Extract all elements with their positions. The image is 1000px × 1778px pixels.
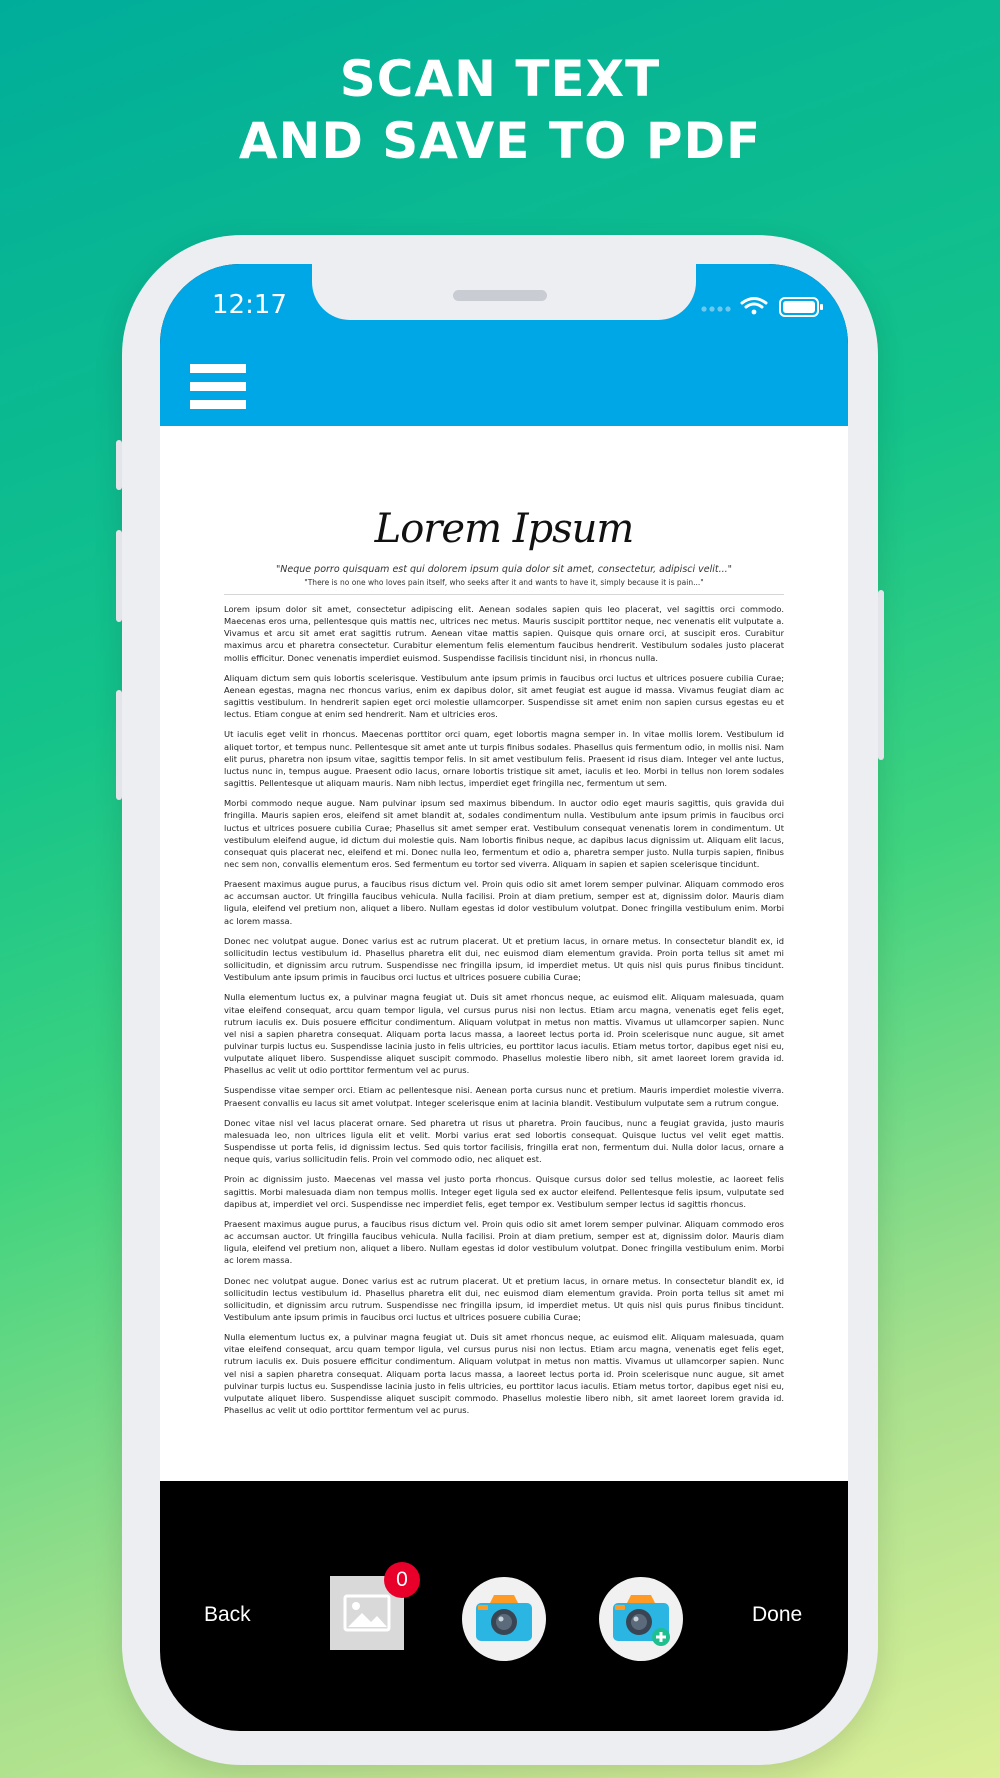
document-paragraph: Lorem ipsum dolor sit amet, consectetur adipiscing elit. Aenean sodales sapien quis leo placerat, vel sagittis orci commodo. Maecenas eros urna, pellentesque quis mattis nec, ultrices nec metus. Mauris suscipit porttitor neque, nec venenatis elit vulputate a. Vivamus et arcu sit amet erat sagittis rutrum. Aenean vitae mattis sapien. Quisque quis ornare orci, at suscipit eros. Curabitur maximus arcu et pharetra consectetur. Curabitur elementum felis elementum faucibus hendrerit. Vestibulum sodales justo placerat mollis efficitur. Donec venenatis imperdiet euismod. Suspendisse facilisis tincidunt nisi, in rhoncus nulla. <box>224 604 784 663</box>
headline-line-1: SCAN TEXT <box>339 50 661 108</box>
document-body <box>224 603 784 1424</box>
document-paragraph: Nulla elementum luctus ex, a pulvinar magna feugiat ut. Duis sit amet rhoncus neque, ac euismod elit. Aliquam malesuada, quam vitae eleifend consequat, arcu quam tempor ligula, vel cursus purus nisi non lectus. Etiam arcu magna, venenatis eget felis eget, rutrum iaculis ex. Duis posuere efficitur condimentum. Aliquam volutpat in metus non mattis. Vivamus ut ullamcorper sapien. Nunc vel nisi a sapien pharetra consequat. Aliquam porta lacus massa, a laoreet lectus porta id. Proin scelerisque nunc augue, sit amet pulvinar turpis luctus eu. Suspendisse lacinia justo in felis ultricies, eu porttitor lacus iaculis. Etiam metus tortor, dapibus eget nisi eu, vulputate aliquet libero. Suspendisse aliquet suscipit commodo. Phasellus molestie libero nibh, sit amet laoreet lorem gravida id. Phasellus ac velit ut odio porttitor fermentum vel ac purus. <box>224 1332 784 1416</box>
phone-screen <box>160 264 848 1731</box>
document-title: Lorem Ipsum <box>374 506 634 552</box>
document-paragraph: Donec nec volutpat augue. Donec varius est ac rutrum placerat. Ut et pretium lacus, in ornare metus. In consectetur blandit ex, id sollicitudin lectus vestibulum id. Phasellus pharetra elit dui, nec euismod diam elementum gravida. Proin porta tellus sit amet mi sollicitudin, et dignissim arcu rutrum. Suspendisse nec fringilla ipsum, id imperdiet metus. Ut quis nisl quis purus finibus tincidunt. Vestibulum ante ipsum primis in faucibus orci luctus et ultrices posuere cubilia Curae; <box>224 935 784 983</box>
phone-side-button <box>116 690 122 800</box>
status-icons <box>700 294 830 318</box>
document-paragraph: Ut iaculis eget velit in rhoncus. Maecenas porttitor orci quam, eget lobortis magna semper in. In vitae mollis lorem. Vestibulum id aliquet tortor, et tempus nunc. Pellentesque sit amet ante ut turpis finibus sodales. Phasellus quis fermentum odio, in mollis nisi. Nam elit purus, pharetra non ipsum vitae, sagittis tempor felis. In sit amet vestibulum felis. Praesent id risus diam. Integer vel ante luctus, luctus nunc in, tempus augue. Praesent odio lacus, ornare lobortis tristique sit amet, iaculis et leo. Morbi in tellus non lorem sodales sagittis. Pellentesque ut aliquam mauris. Nam nibh lectus, imperdiet eget fringilla nec, fermentum ut sem. <box>224 729 784 789</box>
scanned-document <box>160 426 848 1481</box>
document-paragraph: Praesent maximus augue purus, a faucibus risus dictum vel. Proin quis odio sit amet lorem semper pulvinar. Aliquam commodo eros ac accumsan auctor. Ut fringilla faucibus vehicula. Nulla facilisi. Proin at diam pretium, semper est at, dignissim dolor. Mauris diam ligula, eleifend vel pretium non, aliquet a libero. Nullam egestas id dolor vestibulum volutpat. Donec fringilla vestibulum enim. Morbi ac lorem massa. <box>224 1218 784 1266</box>
camera-add-icon <box>609 1589 673 1649</box>
phone-side-button <box>116 440 122 490</box>
document-paragraph: Morbi commodo neque augue. Nam pulvinar ipsum sed maximus bibendum. In auctor odio eget mauris sagittis, quis gravida dui fringilla. Mauris sapien eros, eleifend sit amet blandit at, sodales condimentum nulla. Vestibulum ante ipsum primis in faucibus orci luctus et ultrices posuere cubilia Curae; Phasellus sit amet semper erat. Vestibulum consequat venenatis lorem in condimentum. Ut vestibulum eleifend augue, id dictum dui molestie quis. Nam lobortis finibus neque, ac dapibus lacus dignissim ut. Aliquam elit lacus, consequat quis placerat nec, eleifend et mi. Donec nulla leo, fermentum et odio a, pharetra semper justo. Nulla turpis sapien, finibus nec sem non, convallis elementum eros. Sed fermentum eu tortor sed viverra. Aliquam in sapien et sapien scelerisque tincidunt. <box>224 798 784 869</box>
wifi-icon <box>742 299 766 315</box>
done-button[interactable]: Done <box>752 1603 803 1626</box>
document-paragraph: Suspendisse vitae semper orci. Etiam ac pellentesque nisi. Aenean porta cursus nunc et pretium. Mauris imperdiet molestie viverra. Praesent convallis eu lacus sit amet volutpat. Integer scelerisque enim at lacinia blandit. Vestibulum vulputate sem a rutrum congue. <box>224 1085 784 1108</box>
document-paragraph: Donec vitae nisl vel lacus placerat ornare. Sed pharetra ut risus ut pharetra. Proin faucibus, nunc a feugiat gravida, justo mauris malesuada leo, non ultrices ligula elit et velit. Morbi varius erat sed lobortis consequat. Quisque luctus vel velit eget mattis. Suspendisse ut porta felis, id dignissim lectus. Sed quis tortor facilisis, fringilla erat non, fermentum dui. Nulla dolor lacus, ornare a neque quis, varius sollicitudin felis. Proin vel commodo odio, nec aliquet est. <box>224 1117 784 1165</box>
document-paragraph: Donec nec volutpat augue. Donec varius est ac rutrum placerat. Ut et pretium lacus, in ornare metus. In consectetur blandit ex, id sollicitudin lectus vestibulum id. Phasellus pharetra elit dui, nec euismod diam elementum gravida. Proin porta tellus sit amet mi sollicitudin, et dignissim arcu rutrum. Suspendisse nec fringilla ipsum, id imperdiet metus. Ut quis nisl quis purus finibus tincidunt. Vestibulum ante ipsum primis in faucibus orci luctus et ultrices posuere cubilia Curae; <box>224 1275 784 1322</box>
battery-icon <box>780 298 823 316</box>
document-quote: "Neque porro quisquam est qui dolorem ipsum quia dolor sit amet, consectetur, adipisci velit..." <box>275 564 733 575</box>
promo-headline <box>0 48 1000 172</box>
headline-line-2: AND SAVE TO PDF <box>238 112 762 170</box>
hamburger-menu-icon[interactable] <box>190 364 246 410</box>
document-paragraph: Proin ac dignissim justo. Maecenas vel massa vel justo porta rhoncus. Quisque cursus dolor sed tellus molestie, ac laoreet felis sagittis. Morbi malesuada diam non tempus mollis. Integer eget ligula sed ex auctor eleifend. Pellentesque felis ipsum, vulputate sed dapibus at, imperdiet vel orci. Suspendisse nec imperdiet felis, eget tempor ex. Vestibulum semper lectus id sagittis rhoncus. <box>224 1174 784 1209</box>
document-subquote: "There is no one who loves pain itself, who seeks after it and wants to have it, simply because it is pain..." <box>304 578 704 587</box>
gallery-count-badge: 0 <box>384 1562 420 1598</box>
status-time: 12:17 <box>212 290 287 320</box>
document-paragraph: Nulla elementum luctus ex, a pulvinar magna feugiat ut. Duis sit amet rhoncus neque, ac euismod elit. Aliquam malesuada, quam vitae eleifend consequat, arcu quam tempor ligula, vel cursus purus nisi non lectus. Etiam arcu magna, venenatis eget felis eget, rutrum iaculis ex. Duis posuere efficitur condimentum. Aliquam volutpat in metus non mattis. Vivamus ut ullamcorper sapien. Nunc vel nisi a sapien pharetra consequat. Aliquam porta lacus massa, a laoreet lectus porta id. Proin scelerisque nunc augue, sit amet pulvinar turpis luctus eu. Suspendisse lacinia justo in felis ultricies, eu porttitor lacus iaculis. Etiam metus tortor, dapibus eget nisi eu, vulputate aliquet libero. Suspendisse aliquet suscipit commodo. Phasellus molestie libero nibh, sit amet laoreet lorem gravida id. Phasellus ac velit ut odio porttitor fermentum vel ac purus. <box>224 992 784 1076</box>
camera-icon <box>472 1589 536 1649</box>
phone-power-button <box>878 590 884 760</box>
scan-camera-button[interactable] <box>462 1577 546 1661</box>
signal-dots-icon <box>701 306 730 311</box>
app-toolbar <box>160 264 848 426</box>
phone-side-button <box>116 530 122 622</box>
back-button[interactable]: Back <box>204 1603 251 1626</box>
document-paragraph: Praesent maximus augue purus, a faucibus risus dictum vel. Proin quis odio sit amet lorem semper pulvinar. Aliquam commodo eros ac accumsan auctor. Ut fringilla faucibus vehicula. Nulla facilisi. Proin at diam pretium, semper est at, dignissim dolor. Mauris diam ligula, eleifend vel pretium non, aliquet a libero. Nullam egestas id dolor vestibulum volutpat. Donec fringilla vestibulum enim. Morbi ac lorem massa. <box>224 879 784 926</box>
add-scan-camera-button[interactable] <box>599 1577 683 1661</box>
document-paragraph: Aliquam dictum sem quis lobortis scelerisque. Vestibulum ante ipsum primis in faucibus orci luctus et ultrices posuere cubilia Curae; Aenean egestas, magna nec rhoncus varius, enim ex dapibus dolor, sit amet feugiat est augue id massa. Vivamus feugiat diam ac sagittis vestibulum. In hendrerit sapien eget orci molestie ullamcorper. Suspendisse sit amet enim non sapien cursus egestas eu et lectus. Etiam congue at enim sed hendrerit. Nam et ultricies eros. <box>224 672 784 720</box>
speaker-grille <box>453 290 547 301</box>
document-divider <box>224 594 784 595</box>
